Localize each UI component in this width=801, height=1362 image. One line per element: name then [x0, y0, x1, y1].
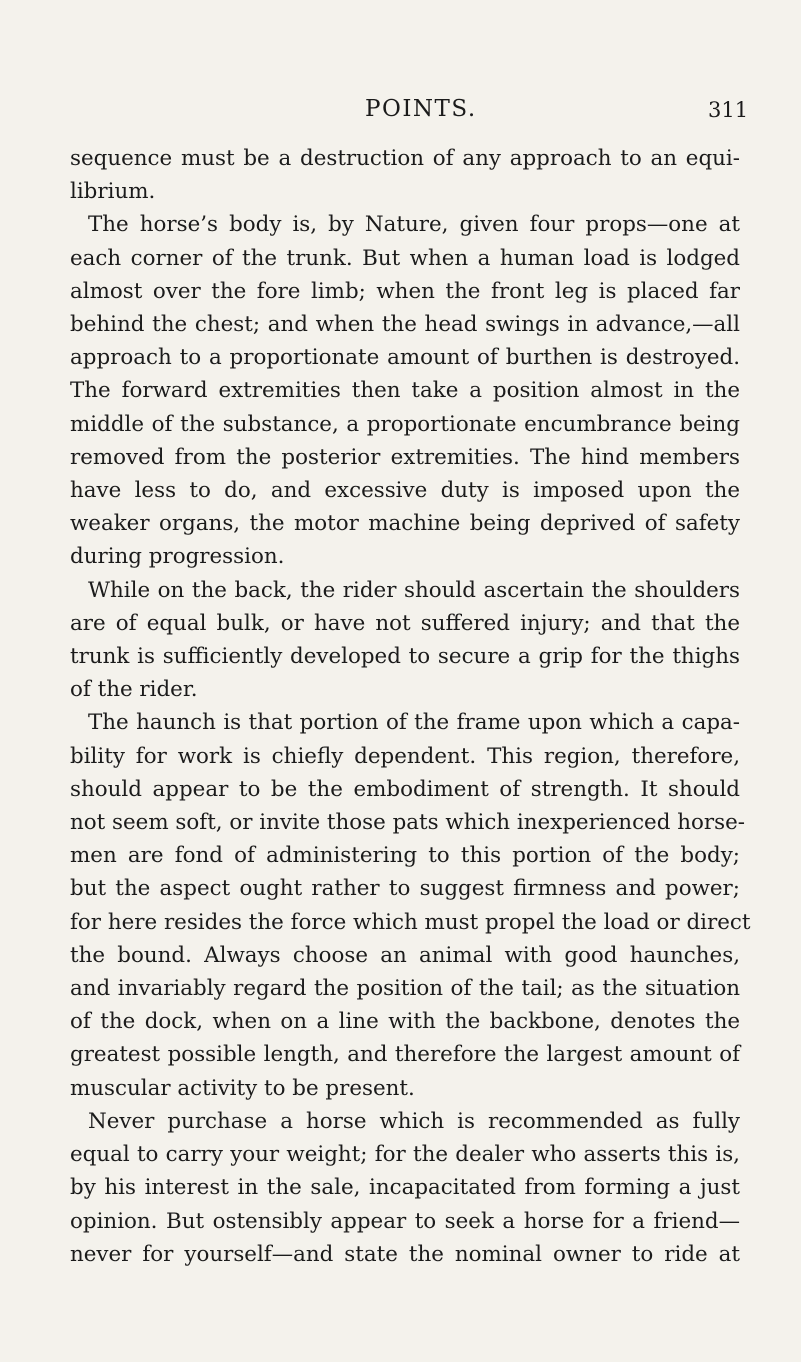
- text-line: removed from the posterior extremities. The hind members: [70, 444, 740, 470]
- text-line: of the dock, when on a line with the backbone, denotes the: [70, 1009, 740, 1035]
- text-line: muscular activity to be present.: [70, 1075, 415, 1101]
- text-line: during progression.: [70, 544, 285, 570]
- text-line: greatest possible length, and therefore the largest amount of: [70, 1042, 740, 1068]
- text-line: but the aspect ought rather to suggest firmness and power;: [70, 876, 740, 902]
- text-line: of the rider.: [70, 677, 198, 703]
- text-line: trunk is sufficiently developed to secure a grip for the thighs: [70, 644, 740, 670]
- text-line: for here resides the force which must propel the load or direct: [70, 909, 751, 935]
- text-line: approach to a proportionate amount of burthen is destroyed.: [70, 345, 740, 371]
- paragraph: [70, 574, 740, 707]
- text-line: not seem soft, or invite those pats which inexperienced horse-: [70, 810, 745, 836]
- text-line: bility for work is chiefly dependent. This region, therefore,: [70, 743, 740, 769]
- text-line: are of equal bulk, or have not suffered injury; and that the: [70, 610, 740, 636]
- text-line: While on the back, the rider should ascertain the shoulders: [88, 577, 740, 603]
- text-line: opinion. But ostensibly appear to seek a horse for a friend—: [70, 1208, 740, 1234]
- text-line: by his interest in the sale, incapacitated from forming a just: [70, 1175, 740, 1201]
- running-title: POINTS.: [365, 96, 477, 122]
- text-line: behind the chest; and when the head swings in advance,—all: [70, 312, 740, 338]
- text-line: The haunch is that portion of the frame upon which a capa-: [88, 710, 740, 736]
- text-line: The horse’s body is, by Nature, given four props—one at: [88, 212, 740, 238]
- text-line: sequence must be a destruction of any approach to an equi-: [70, 146, 740, 171]
- paragraph: [70, 142, 740, 208]
- text-line: and invariably regard the position of the tail; as the situation: [70, 976, 740, 1002]
- body-text: [70, 142, 751, 1271]
- running-head: [0, 96, 801, 130]
- text-line: should appear to be the embodiment of strength. It should: [70, 776, 740, 802]
- text-line: each corner of the trunk. But when a human load is lodged: [70, 245, 740, 271]
- text-line: never for yourself—and state the nominal owner to ride at: [70, 1241, 740, 1267]
- text-line: middle of the substance, a proportionate encumbrance being: [70, 411, 740, 437]
- text-line: almost over the fore limb; when the front leg is placed far: [70, 278, 740, 304]
- text-line: the bound. Always choose an animal with good haunches,: [70, 942, 740, 968]
- text-line: librium.: [70, 179, 156, 205]
- text-line: The forward extremities then take a position almost in the: [70, 378, 740, 404]
- text-line: weaker organs, the motor machine being deprived of safety: [70, 511, 740, 537]
- paragraph: [70, 706, 751, 1104]
- text-line: Never purchase a horse which is recommended as fully: [88, 1108, 740, 1134]
- paragraph: [70, 208, 740, 573]
- text-line: men are fond of administering to this portion of the body;: [70, 843, 740, 869]
- paragraph: [70, 1105, 740, 1271]
- text-line: equal to carry your weight; for the dealer who asserts this is,: [70, 1142, 740, 1168]
- page-number: 311: [708, 98, 749, 122]
- text-line: have less to do, and excessive duty is imposed upon the: [70, 478, 740, 504]
